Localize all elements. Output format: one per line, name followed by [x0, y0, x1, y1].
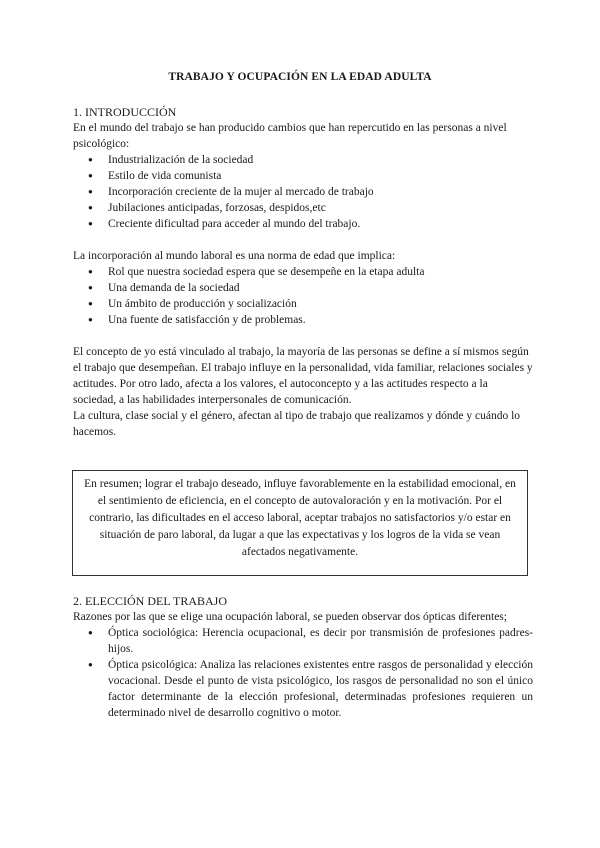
- list-item: ● Óptica sociológica: Herencia ocupacional, es decir por transmisión de profesiones padres-hijos.: [73, 625, 533, 657]
- section-1-intro: En el mundo del trabajo se han producido cambios que han repercutido en las personas a nivel psicológico:: [73, 122, 507, 150]
- labor-norm-list: [73, 264, 533, 328]
- self-concept-paragraph: El concepto de yo está vinculado al trabajo, la mayoría de las personas se define a sí mismos según el trabajo que desempeñan. El trabajo influye en la personalidad, vida familiar, relaciones sociales y actitudes. Por otro lado, afecta a los valores, el autoconcepto y a las actitudes respecto a la sociedad, a las habilidades interpersonales de comunicación.: [73, 346, 533, 406]
- list-item: ● Jubilaciones anticipadas, forzosas, despidos,etc: [73, 200, 533, 216]
- list-item: ● Creciente dificultad para acceder al mundo del trabajo.: [73, 216, 533, 232]
- list-item: ● Una demanda de la sociedad: [73, 280, 533, 296]
- section-2-heading: 2. ELECCIÓN DEL TRABAJO: [73, 594, 227, 608]
- changes-list: [73, 152, 533, 232]
- list-item: ● Industrialización de la sociedad: [73, 152, 533, 168]
- list-item: ● Rol que nuestra sociedad espera que se desempeñe en la etapa adulta: [73, 264, 533, 280]
- section-eleccion: [73, 593, 533, 721]
- list-item: ● Óptica psicológica: Analiza las relaciones existentes entre rasgos de personalidad y elección vocacional. Desde el punto de vista psicológico, los rasgos de personalidad no son el único factor determinante de la elección profesional, determinadas profesiones requieren un determinado nivel de desarrollo cognitivo o motor.: [73, 657, 533, 721]
- concept-paragraphs: [73, 344, 533, 440]
- document-title: TRABAJO Y OCUPACIÓN EN LA EDAD ADULTA: [168, 71, 432, 83]
- culture-paragraph: La cultura, clase social y el género, afectan al tipo de trabajo que realizamos y dónde y cuándo lo hacemos.: [73, 410, 521, 438]
- list-item: ● Una fuente de satisfacción y de problemas.: [73, 312, 533, 328]
- summary-box: En resumen; lograr el trabajo deseado, influye favorablemente en la estabilidad emocional, en el sentimiento de eficiencia, en el concepto de autovaloración y en la motivación. Por el contrario, las dificultades en el acceso laboral, aceptar trabajos no satisfactorios y/o estar en situación de paro laboral, da lugar a que las expectativas y los logros de la vida se vean afectados negativamente.: [72, 470, 528, 576]
- labor-norm-block: [73, 248, 533, 328]
- list-item: ● Estilo de vida comunista: [73, 168, 533, 184]
- section-introduccion: [73, 104, 533, 232]
- labor-norm-intro: La incorporación al mundo laboral es una norma de edad que implica:: [73, 250, 396, 262]
- list-item: ● Incorporación creciente de la mujer al mercado de trabajo: [73, 184, 533, 200]
- optics-list: [73, 625, 533, 721]
- section-2-intro: Razones por las que se elige una ocupación laboral, se pueden observar dos ópticas diferentes;: [73, 611, 507, 623]
- list-item: ● Un ámbito de producción y socialización: [73, 296, 533, 312]
- section-1-heading: 1. INTRODUCCIÓN: [73, 105, 177, 119]
